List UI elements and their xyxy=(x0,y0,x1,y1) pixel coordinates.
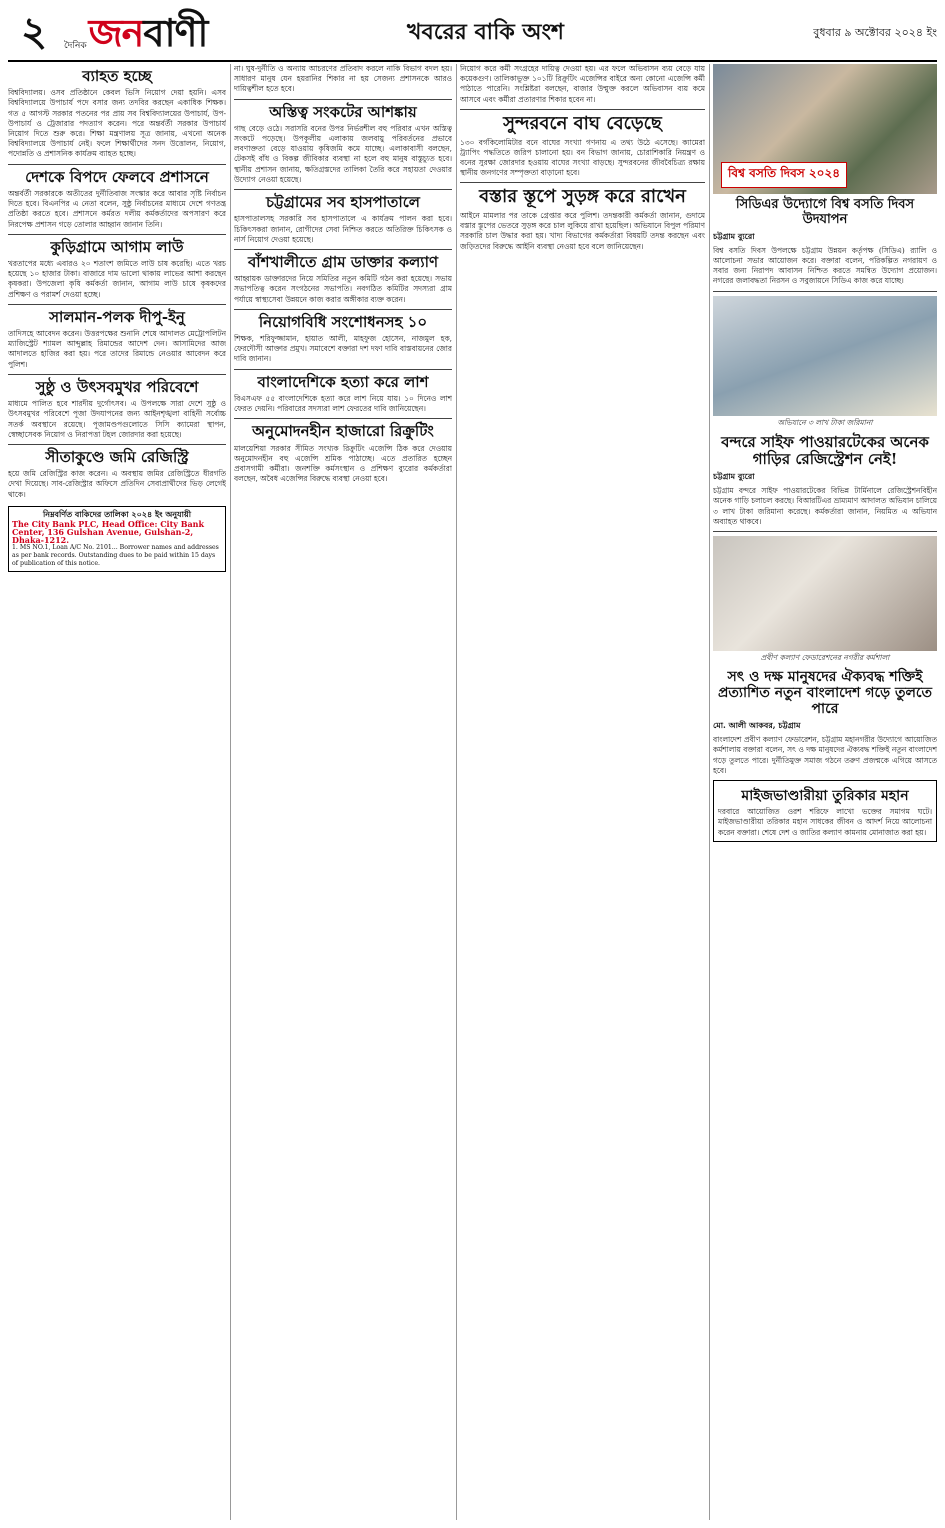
article-body: মালয়েশিয়া সরকার সীমিত সংখ্যক রিক্রুটিং এজেন্সি ঠিক করে দেওয়ায় অনুমোদনহীন বহু এজেন্সি শ্রমিক পাঠাচ্ছে। এতে প্রতারিত হচ্ছেন প্রবাসগামী কর্মীরা। জনশক্তি কর্মসংস্থান ও প্রশিক্ষণ ব্যুরোর কর্মকর্তারা বলছেন, অবৈধ এজেন্সির বিরুদ্ধে ব্যবস্থা নেওয়া হবে। xyxy=(234,443,452,484)
section-title: খবরের বাকি অংশ xyxy=(407,18,564,45)
ad-bank-name: The City Bank PLC, Head Office: City Bank Center, 136 Gulshan Avenue, Gulshan-2, Dhaka-1212. xyxy=(12,518,205,545)
port-photo xyxy=(713,296,937,416)
dateline: বুধবার ৯ অক্টোবর ২০২৪ ইং xyxy=(813,25,937,39)
article-headline: চট্টগ্রামের সব হাসপাতালে xyxy=(266,193,420,212)
masthead xyxy=(8,6,937,62)
article-body: আহ্বায়ক ডাক্তারদের নিয়ে সমিতির নতুন কমিটি গঠন করা হয়েছে। সভায় সভাপতিত্ব করেন সংগঠনের সভাপতি। নবগঠিত কমিটির সদস্যরা গ্রাম পর্যায়ে স্বাস্থ্যসেবা উন্নয়নে কাজ করার অঙ্গীকার ব্যক্ত করেন। xyxy=(234,274,452,304)
article-headline: সুষ্ঠু ও উৎসবমুখর পরিবেশে xyxy=(35,377,199,396)
photo-caption: প্রবীণ কল্যাণ ফেডারেশনের নগরীর কর্মশালা xyxy=(760,653,890,662)
article-headline: বাঁশখালীতে গ্রাম ডাক্তার কল্যাণ xyxy=(247,252,439,271)
article-byline: চট্টগ্রাম ব্যুরো xyxy=(713,471,755,482)
article-headline: সালমান-পলক দীপু-ইনু xyxy=(49,307,185,326)
ad-body: 1. MS NO.1, Loan A/C No. 2101... Borrower names and addresses as per bank records. Outstanding dues to be paid within 15 days of publication of this notice. xyxy=(12,543,219,567)
article-body: হয়ে জমি রেজিস্ট্রির কাজ করেন। এ অবস্থায় জমির রেজিস্ট্রিতে ধীরগতি দেখা দিয়েছে। সাব-রেজিস্ট্রার অফিসে প্রতিদিন সেবাপ্রার্থীদের ভিড় লেগেই থাকে। xyxy=(8,469,226,499)
event-photo xyxy=(713,64,937,194)
column-2 xyxy=(234,64,452,1520)
article-headline: দেশকে বিপদে ফেলবে প্রশাসনে xyxy=(25,167,209,186)
article-headline: বন্দরে সাইফ পাওয়ারটেকের অনেক গাড়ির রেজিস্ট্রেশন নেই! xyxy=(721,432,929,468)
logo-wordmark xyxy=(88,10,208,55)
column-4 xyxy=(713,64,937,1520)
ad-notice-title: নিম্নবর্ণিত বাকিদের তালিকা ২০২৪ ইং অনুযায়ী xyxy=(43,508,191,519)
article-headline: বস্তার স্তূপে সুড়ঙ্গ করে রাখেন xyxy=(479,186,686,208)
photo-caption: অভিযানে ৩ লাখ টাকা জরিমানা xyxy=(777,417,873,427)
article-body: তাদিসহে আবেদন করেন। উত্তরপক্ষের শুনানি শেষে আদালত মেট্রোপলিটন ম্যাজিস্ট্রেট শ্যামল আব্দুল্লাহ রিমান্ডের আদেশ দেন। আসামিদের আজ আদালতে হাজির করা হয়। পরে তাদের রিমান্ডে নেওয়ার আবেদন করে পুলিশ। xyxy=(8,329,226,369)
article-body: মাধ্যমে পালিত হবে শারদীয় দুর্গোৎসব। এ উপলক্ষে সারা দেশে সুষ্ঠু ও উৎসবমুখর পরিবেশে পূজা উদযাপনের জন্য আইনশৃঙ্খলা বাহিনী সর্বোচ্চ সতর্ক অবস্থানে রয়েছে। পূজামণ্ডপগুলোতে সিসি ক্যামেরা স্থাপন, স্বেচ্ছাসেবক নিয়োগ ও নিরাপত্তা টহল জোরদার করা হয়েছে। xyxy=(8,399,226,439)
column-3 xyxy=(460,64,705,1520)
article-body: হাসপাতালসহ সরকারি সব হাসপাতালে এ কার্যক্রম পালন করা হবে। চিকিৎসকরা জানান, রোগীদের সেবা নিশ্চিত করতে অতিরিক্ত চিকিৎসক ও নার্স নিয়োগ দেওয়া হয়েছে। xyxy=(234,214,452,244)
workshop-photo xyxy=(713,536,937,651)
article-body: অন্তর্বর্তী সরকারকে অতীতের দুর্নীতিবাজ সংস্কার করে আবার সৃষ্টি নির্বাচন দিতে হবে। বিএনপির এ নেতা বলেন, সুষ্ঠু নির্বাচনের মাধ্যমে দেশে গণতন্ত্র প্রতিষ্ঠা করতে হবে। প্রশাসনে কর্মরত দলীয় কর্মকর্তাদের অপসারণ করে নিরপেক্ষ প্রশাসন গড়ে তোলার আহ্বান জানান তিনি। xyxy=(8,188,226,229)
article-headline: ব্যাহত হচ্ছে xyxy=(82,67,152,85)
newspaper-logo xyxy=(64,10,264,55)
article-body: বিশ্ব বসতি দিবস উপলক্ষে চট্টগ্রাম উন্নয়ন কর্তৃপক্ষ (সিডিএ) র‍্যালি ও আলোচনা সভার আয়োজন করে। বক্তারা বলেন, পরিকল্পিত নগরায়ণ ও সবার জন্য নিরাপদ আবাসন নিশ্চিত করতে সমন্বিত উদ্যোগ প্রয়োজন। নগরের জলাবদ্ধতা নিরসন ও সবুজায়নে সিডিএ কাজ করে যাচ্ছে। xyxy=(713,245,937,286)
article-body: নিয়োগ করে কর্মী সংগ্রহের দায়িত্ব দেওয়া হয়। এর ফলে অভিবাসন ব্যয় বেড়ে যায় কয়েকগুণ। তালিকাভুক্ত ১০১টি রিক্রুটিং এজেন্সির বাইরে অন্য কোনো এজেন্সি কর্মী পাঠাতে পারেনি। সংশ্লিষ্টরা বলছেন, বাজার উন্মুক্ত করলে অভিবাসন ব্যয় কমে আসবে এবং কর্মীরা প্রতারণার শিকার হবেন না। xyxy=(460,64,705,104)
article-headline: নিয়োগবিধি সংশোধনসহ ১০ xyxy=(258,312,428,331)
article-body: শিক্ষক, শরিফুজ্জামান, হায়াত আলী, মাহফুজ হোসেন, নাজমুল হক, ফেরদৌসী আক্তার প্রমুখ। সমাবেশে বক্তারা দশ দফা দাবি বাস্তবায়নের জোর দাবি জানান। xyxy=(234,334,452,364)
article-body: বাংলাদেশ প্রবীণ কল্যাণ ফেডারেশন, চট্টগ্রাম মহানগরীর উদ্যোগে আয়োজিত কর্মশালায় বক্তারা বলেন, সৎ ও দক্ষ মানুষদের ঐক্যবদ্ধ শক্তিই নতুন বাংলাদেশ গড়ে তুলতে পারে। দুর্নীতিমুক্ত সমাজ গঠনে তরুণ প্রজন্মকে এগিয়ে আসতে হবে। xyxy=(713,735,937,775)
article-headline: কুড়িগ্রামে আগাম লাউ xyxy=(50,237,184,256)
logo-part-2: বাণী xyxy=(143,10,208,55)
article-body: না। ঘুষ-দুর্নীতি ও অন্যায় আচরণের প্রতিবাদ করলে নাকি বিভাগ বদল হয়। সাধারণ মানুষ যেন হয়রানির শিকার না হয় সেজন্য প্রশাসনকে আরও দায়িত্বশীল হতে হবে। xyxy=(234,64,452,94)
logo-part-1: জন xyxy=(88,10,144,55)
columns xyxy=(8,64,937,1520)
article-body: বিএসএফ ৫৫ বাংলাদেশিকে হত্যা করে লাশ নিয়ে যায়। ১০ দিনেও লাশ ফেরত দেয়নি। পরিবারের সদস্যরা লাশ ফেরতের দাবি জানিয়েছেন। xyxy=(234,393,452,414)
article-body: গাছ বেড়ে ওঠে। সরাসরি বনের উপর নির্ভরশীল বহু পরিবার এখন অস্তিত্ব সংকটে পড়েছে। উপকূলীয় এলাকায় জলবায়ু পরিবর্তনের প্রভাবে লবণাক্ততা বেড়ে যাওয়ায় কৃষিজমি কমে যাচ্ছে। এলাকাবাসী বলছেন, টেকসই বাঁধ ও বিকল্প জীবিকার ব্যবস্থা না হলে বহু মানুষ বাস্তুচ্যুত হবে। স্থানীয় প্রশাসন জানায়, ক্ষতিগ্রস্তদের তালিকা তৈরি করে সহায়তা দেওয়ার উদ্যোগ নেওয়া হয়েছে। xyxy=(234,123,452,184)
bank-notice-ad xyxy=(8,506,226,572)
article-headline: অনুমোদনহীন হাজারো রিক্রুটিং xyxy=(252,422,434,441)
boxed-article xyxy=(713,780,937,842)
column-1 xyxy=(8,64,226,1520)
article-body: ১৩০ বর্গকিলোমিটার বনে বাঘের সংখ্যা গণনায় এ তথ্য উঠে এসেছে। ক্যামেরা ট্র্যাপিং পদ্ধতিতে জরিপ চালানো হয়। বন বিভাগ জানায়, চোরাশিকারি নিয়ন্ত্রণ ও বনের সুরক্ষা জোরদার হওয়ায় বাঘের সংখ্যা বাড়ছে। সুন্দরবনের জীববৈচিত্র্য রক্ষায় স্থানীয় জনগণের সম্পৃক্ততা বাড়ানো হবে। xyxy=(460,137,705,178)
article-headline: সুন্দরবনে বাঘ বেড়েছে xyxy=(503,112,662,134)
article-body: আইনে মামলার পর তাকে গ্রেপ্তার করে পুলিশ। তদন্তকারী কর্মকর্তা জানান, গুদামে বস্তার স্তূপের ভেতরে সুড়ঙ্গ করে চাল লুকিয়ে রাখা হয়েছিল। অভিযানে বিপুল পরিমাণ সরকারি চাল উদ্ধার করা হয়। খাদ্য বিভাগের কর্মকর্তারা বিষয়টি তদন্ত করছেন এবং জড়িতদের বিরুদ্ধে আইনি ব্যবস্থা নেওয়া হবে বলে জানিয়েছেন। xyxy=(460,211,705,251)
article-headline: বাংলাদেশিকে হত্যা করে লাশ xyxy=(257,372,429,391)
photo-banner: বিশ্ব বসতি দিবস ২০২৪ xyxy=(721,162,847,188)
article-headline: সৎ ও দক্ষ মানুষদের ঐক্যবদ্ধ শক্তিই প্রত্যাশিত নতুন বাংলাদেশ গড়ে তুলতে পারে xyxy=(717,669,933,718)
article-headline: সীতাকুণ্ডে জমি রেজিস্ট্রি xyxy=(45,447,189,466)
article-byline: চট্টগ্রাম ব্যুরো xyxy=(713,230,755,241)
article-body: চট্টগ্রাম বন্দরে সাইফ পাওয়ারটেকের বিভিন্ন টার্মিনালে রেজিস্ট্রেশনবিহীন অনেক গাড়ি চলাচল করছে। বিআরটিএর ভ্রাম্যমাণ আদালত অভিযান চালিয়ে ৩ লাখ টাকা জরিমানা করেছে। কর্মকর্তারা জানান, নিয়মিত এ অভিযান অব্যাহত থাকবে। xyxy=(713,486,937,526)
article-body: বিশ্ববিদ্যালয়। ওসব প্রতিষ্ঠানে কেবল ভিসি নিয়োগ দেয়া হয়নি। এসব বিশ্ববিদ্যালয়ে উপাচার্য পদে বসার জন্য তদবির করছেন একাধিক শিক্ষক। গত ৫ আগস্ট সরকার পতনের পর প্রায় সব বিশ্ববিদ্যালয়ের উপাচার্য, উপ-উপাচার্য ও ট্রেজারার পদত্যাগ করেন। পরে অন্তর্বর্তী সরকার উপাচার্য নিয়োগ দিতে শুরু করে। শিক্ষা মন্ত্রণালয় সূত্র জানায়, এখনো অনেক বিশ্ববিদ্যালয়ে উপাচার্য নেই। ফলে শিক্ষার্থীদের সনদ উত্তোলন, নিয়োগ, পদোন্নতি ও প্রশাসনিক কার্যক্রম ব্যাহত হচ্ছে। xyxy=(8,88,226,159)
logo-prefix: দৈনিক xyxy=(64,41,87,51)
page-number: ২ xyxy=(20,7,47,55)
article-headline: মাইজভাণ্ডারীয়া তুরিকার মহান xyxy=(741,788,909,805)
article-body: খরতাপের মধ্যে এবারও ২০ শতাংশ জমিতে লাউ চাষ করেছি। এতে খরচ হয়েছে ১০ হাজার টাকা। বাজারে দাম ভালো থাকায় লাভের আশা করছেন কৃষকরা। উপজেলা কৃষি কর্মকর্তা জানান, আগাম লাউ চাষে কৃষকদের প্রশিক্ষণ ও পরামর্শ দেওয়া হচ্ছে। xyxy=(8,258,226,299)
article-byline: মো. আলী আকবর, চট্টগ্রাম xyxy=(713,720,801,731)
article-headline: অস্তিত্ব সংকটের আশঙ্কায় xyxy=(269,102,417,121)
article-body: দরবারে আয়োজিত ওরশ শরিফে লাখো ভক্তের সমাগম ঘটে। মাইজভাণ্ডারীয়া তরিকার মহান সাধকের জীবন ও আদর্শ নিয়ে আলোচনা করেন বক্তারা। শেষে দেশ ও জাতির কল্যাণ কামনায় মোনাজাত করা হয়। xyxy=(718,807,932,837)
article-headline: সিডিএর উদ্যোগে বিশ্ব বসতি দিবস উদযাপন xyxy=(735,197,915,227)
